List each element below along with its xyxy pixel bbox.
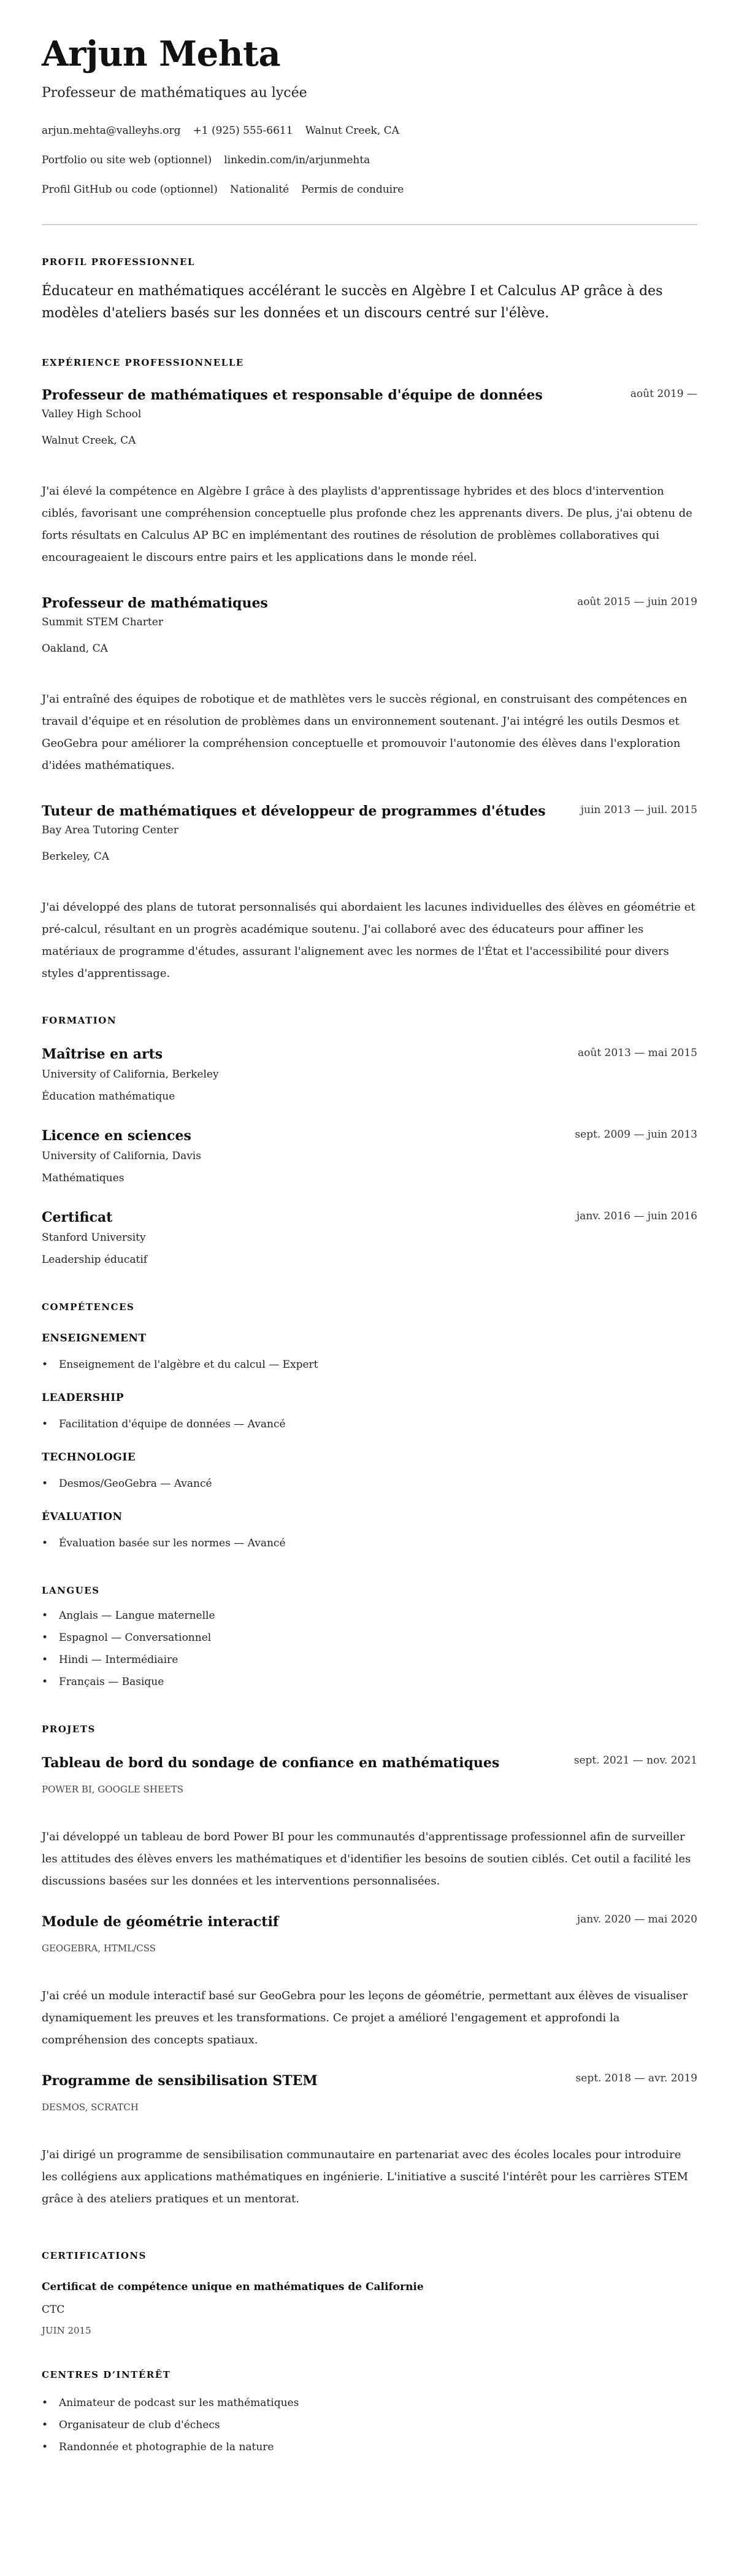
job-location: Berkeley, CA <box>42 850 109 863</box>
skill-category: ÉVALUATION <box>42 1511 123 1523</box>
education-dates: août 2013 — mai 2015 <box>578 1047 697 1059</box>
skill-category: LEADERSHIP <box>42 1392 125 1404</box>
contact-linkedin[interactable]: linkedin.com/in/arjunmehta <box>224 154 370 166</box>
interest-item: • Organisateur de club d'échecs <box>42 2417 697 2433</box>
experience-section <box>42 357 697 985</box>
job-company: Valley High School <box>42 408 142 420</box>
contact-github[interactable]: Profil GitHub ou code (optionnel) <box>42 183 218 196</box>
skill-list <box>42 1416 697 1432</box>
interest-item: • Animateur de podcast sur les mathématiques <box>42 2395 697 2411</box>
education-entry <box>42 1044 697 1105</box>
contact-row <box>42 123 697 138</box>
education-header <box>42 1208 697 1227</box>
job-description: J'ai élevé la compétence en Algèbre I grâce à des playlists d'apprentissage hybrides et des blocs d'intervention ciblés, favorisant une compréhension conceptuelle plus profonde chez les apprenants divers. De plus, j'ai obtenu de forts résultats en Calculus AP BC en implémentant des routines de résolution de problèmes collaboratives qui encourageaient le discours entre pairs et les applications dans le monde réel. <box>42 485 692 564</box>
interests-section <box>42 2369 697 2455</box>
section-heading: FORMATION <box>42 1015 117 1026</box>
profile-section <box>42 256 697 325</box>
skills-section <box>42 1301 697 1551</box>
interest-item: • Randonnée et photographie de la nature <box>42 2439 697 2455</box>
skill-item: • Enseignement de l'algèbre et du calcul — Expert <box>42 1357 697 1373</box>
section-heading: CENTRES D’INTÉRÊT <box>42 2369 171 2380</box>
project-dates: janv. 2020 — mai 2020 <box>577 1913 697 1926</box>
degree: Maîtrise en arts <box>42 1046 163 1062</box>
school: Stanford University <box>42 1232 146 1244</box>
job-description: J'ai développé des plans de tutorat personnalisés qui abordaient les lacunes individuelles des élèves en géométrie et pré-calcul, résultant en un progrès académique soutenu. J'ai collaboré avec des éducateurs pour affiner les matériaux de programme d'études, assurant l'alignement avec les normes de l'État et l'accessibilité pour divers styles d'apprentissage. <box>42 901 696 980</box>
contact-portfolio[interactable]: Portfolio ou site web (optionnel) <box>42 154 212 166</box>
job-location: Walnut Creek, CA <box>42 434 136 447</box>
project-dates: sept. 2018 — avr. 2019 <box>575 2072 697 2084</box>
profile-summary: Éducateur en mathématiques accélérant le succès en Algèbre I et Calculus AP grâce à des modèles d'ateliers basés sur les données et un discours centré sur l'élève. <box>42 283 663 321</box>
education-section <box>42 1014 697 1268</box>
section-heading: PROFIL PROFESSIONNEL <box>42 256 195 268</box>
project-title: Programme de sensibilisation STEM <box>42 2073 318 2089</box>
project-entry <box>42 1752 697 1892</box>
section-heading: EXPÉRIENCE PROFESSIONNELLE <box>42 357 244 368</box>
school: University of California, Berkeley <box>42 1068 219 1081</box>
contact-row <box>42 153 697 168</box>
education-entry <box>42 1208 697 1268</box>
project-title: Module de géométrie interactif <box>42 1914 279 1930</box>
contact-nationality: Nationalité <box>229 183 289 196</box>
job-entry <box>42 801 697 985</box>
certification-date: JUIN 2015 <box>42 2325 91 2336</box>
project-description: J'ai développé un tableau de bord Power BI pour les communautés d'apprentissage professionnel afin de surveiller les attitudes des élèves envers les mathématiques et d'identifier les besoins de soutien ciblés. Cet outil a facilité les discussions basées sur les données et les interventions personnalisées. <box>42 1830 691 1888</box>
job-title: Professeur de mathématiques <box>42 595 268 611</box>
degree: Certificat <box>42 1209 113 1225</box>
job-entry <box>42 593 697 777</box>
degree: Licence en sciences <box>42 1128 191 1144</box>
language-item: • Hindi — Intermédiaire <box>42 1652 697 1668</box>
language-item: • Anglais — Langue maternelle <box>42 1608 697 1624</box>
section-heading: CERTIFICATIONS <box>42 2250 147 2261</box>
job-company: Bay Area Tutoring Center <box>42 824 178 836</box>
job-dates: août 2019 — <box>630 388 697 400</box>
education-entry <box>42 1126 697 1186</box>
skill-item: • Facilitation d'équipe de données — Avancé <box>42 1416 697 1432</box>
project-tech: DESMOS, SCRATCH <box>42 2102 139 2113</box>
skill-item: • Desmos/GeoGebra — Avancé <box>42 1476 697 1492</box>
field-of-study: Éducation mathématique <box>42 1090 175 1103</box>
job-header <box>42 801 697 821</box>
project-dates: sept. 2021 — nov. 2021 <box>573 1754 697 1767</box>
project-header <box>42 2070 697 2092</box>
languages-section <box>42 1584 697 1690</box>
section-heading: COMPÉTENCES <box>42 1301 135 1313</box>
skill-category: TECHNOLOGIE <box>42 1451 136 1463</box>
project-title: Tableau de bord du sondage de confiance en mathématiques <box>42 1755 500 1771</box>
education-header <box>42 1126 697 1146</box>
project-tech: POWER BI, GOOGLE SHEETS <box>42 1784 184 1795</box>
project-tech: GEOGEBRA, HTML/CSS <box>42 1943 156 1954</box>
job-description: J'ai entraîné des équipes de robotique et de mathlètes vers le succès régional, en construisant des compétences en travail d'équipe et en résolution de problèmes dans un environnement soutenant. J'ai intégré les outils Desmos et GeoGebra pour améliorer la compréhension conceptuelle et promouvoir l'autonomie des élèves dans l'exploration d'idées mathématiques. <box>42 693 688 772</box>
skill-item: • Évaluation basée sur les normes — Avancé <box>42 1535 697 1551</box>
field-of-study: Leadership éducatif <box>42 1254 148 1266</box>
contact-phone[interactable]: +1 (925) 555-6611 <box>193 125 293 137</box>
job-entry <box>42 385 697 569</box>
contact-email[interactable]: arjun.mehta@valleyhs.org <box>42 125 181 137</box>
job-header <box>42 593 697 613</box>
contact-row <box>42 182 697 197</box>
certifications-section <box>42 2250 697 2337</box>
contact-license: Permis de conduire <box>301 183 404 196</box>
project-header <box>42 1911 697 1933</box>
education-dates: janv. 2016 — juin 2016 <box>576 1210 697 1222</box>
job-location: Oakland, CA <box>42 642 108 655</box>
project-entry <box>42 1911 697 2051</box>
certification-title: Certificat de compétence unique en mathématiques de Californie <box>42 2281 424 2293</box>
project-header <box>42 1752 697 1774</box>
projects-section <box>42 1723 697 2210</box>
skill-category: ENSEIGNEMENT <box>42 1332 147 1344</box>
header-divider <box>42 224 697 225</box>
section-heading: PROJETS <box>42 1724 96 1735</box>
contact-location: Walnut Creek, CA <box>305 125 399 137</box>
language-item: • Français — Basique <box>42 1674 697 1690</box>
resume-header <box>42 34 697 197</box>
candidate-name: Arjun Mehta <box>42 34 281 74</box>
job-title: Tuteur de mathématiques et développeur de programmes d'études <box>42 803 546 819</box>
skill-list <box>42 1476 697 1492</box>
field-of-study: Mathématiques <box>42 1172 125 1184</box>
candidate-title: Professeur de mathématiques au lycée <box>42 85 307 101</box>
language-item: • Espagnol — Conversationnel <box>42 1630 697 1646</box>
skill-list <box>42 1357 697 1373</box>
project-description: J'ai dirigé un programme de sensibilisation communautaire en partenariat avec des écoles locales pour introduire les collégiens aux applications mathématiques en ingénierie. L'initiative a suscité l'intérêt pour les carrières STEM grâce à des ateliers pratiques et un mentorat. <box>42 2148 688 2205</box>
education-dates: sept. 2009 — juin 2013 <box>575 1128 697 1141</box>
project-description: J'ai créé un module interactif basé sur GeoGebra pour les leçons de géométrie, permettant aux élèves de visualiser dynamiquement les preuves et les transformations. Ce projet a amélioré l'engagement et approfondi la compréhension des concepts spatiaux. <box>42 1989 688 2046</box>
job-company: Summit STEM Charter <box>42 616 163 628</box>
certification-issuer: CTC <box>42 2304 65 2316</box>
job-dates: août 2015 — juin 2019 <box>577 596 697 608</box>
skill-list <box>42 1535 697 1551</box>
job-dates: juin 2013 — juil. 2015 <box>580 804 697 816</box>
job-title: Professeur de mathématiques et responsable d'équipe de données <box>42 387 543 403</box>
education-header <box>42 1044 697 1064</box>
school: University of California, Davis <box>42 1150 201 1162</box>
job-header <box>42 385 697 405</box>
section-heading: LANGUES <box>42 1585 100 1596</box>
project-entry <box>42 2070 697 2210</box>
